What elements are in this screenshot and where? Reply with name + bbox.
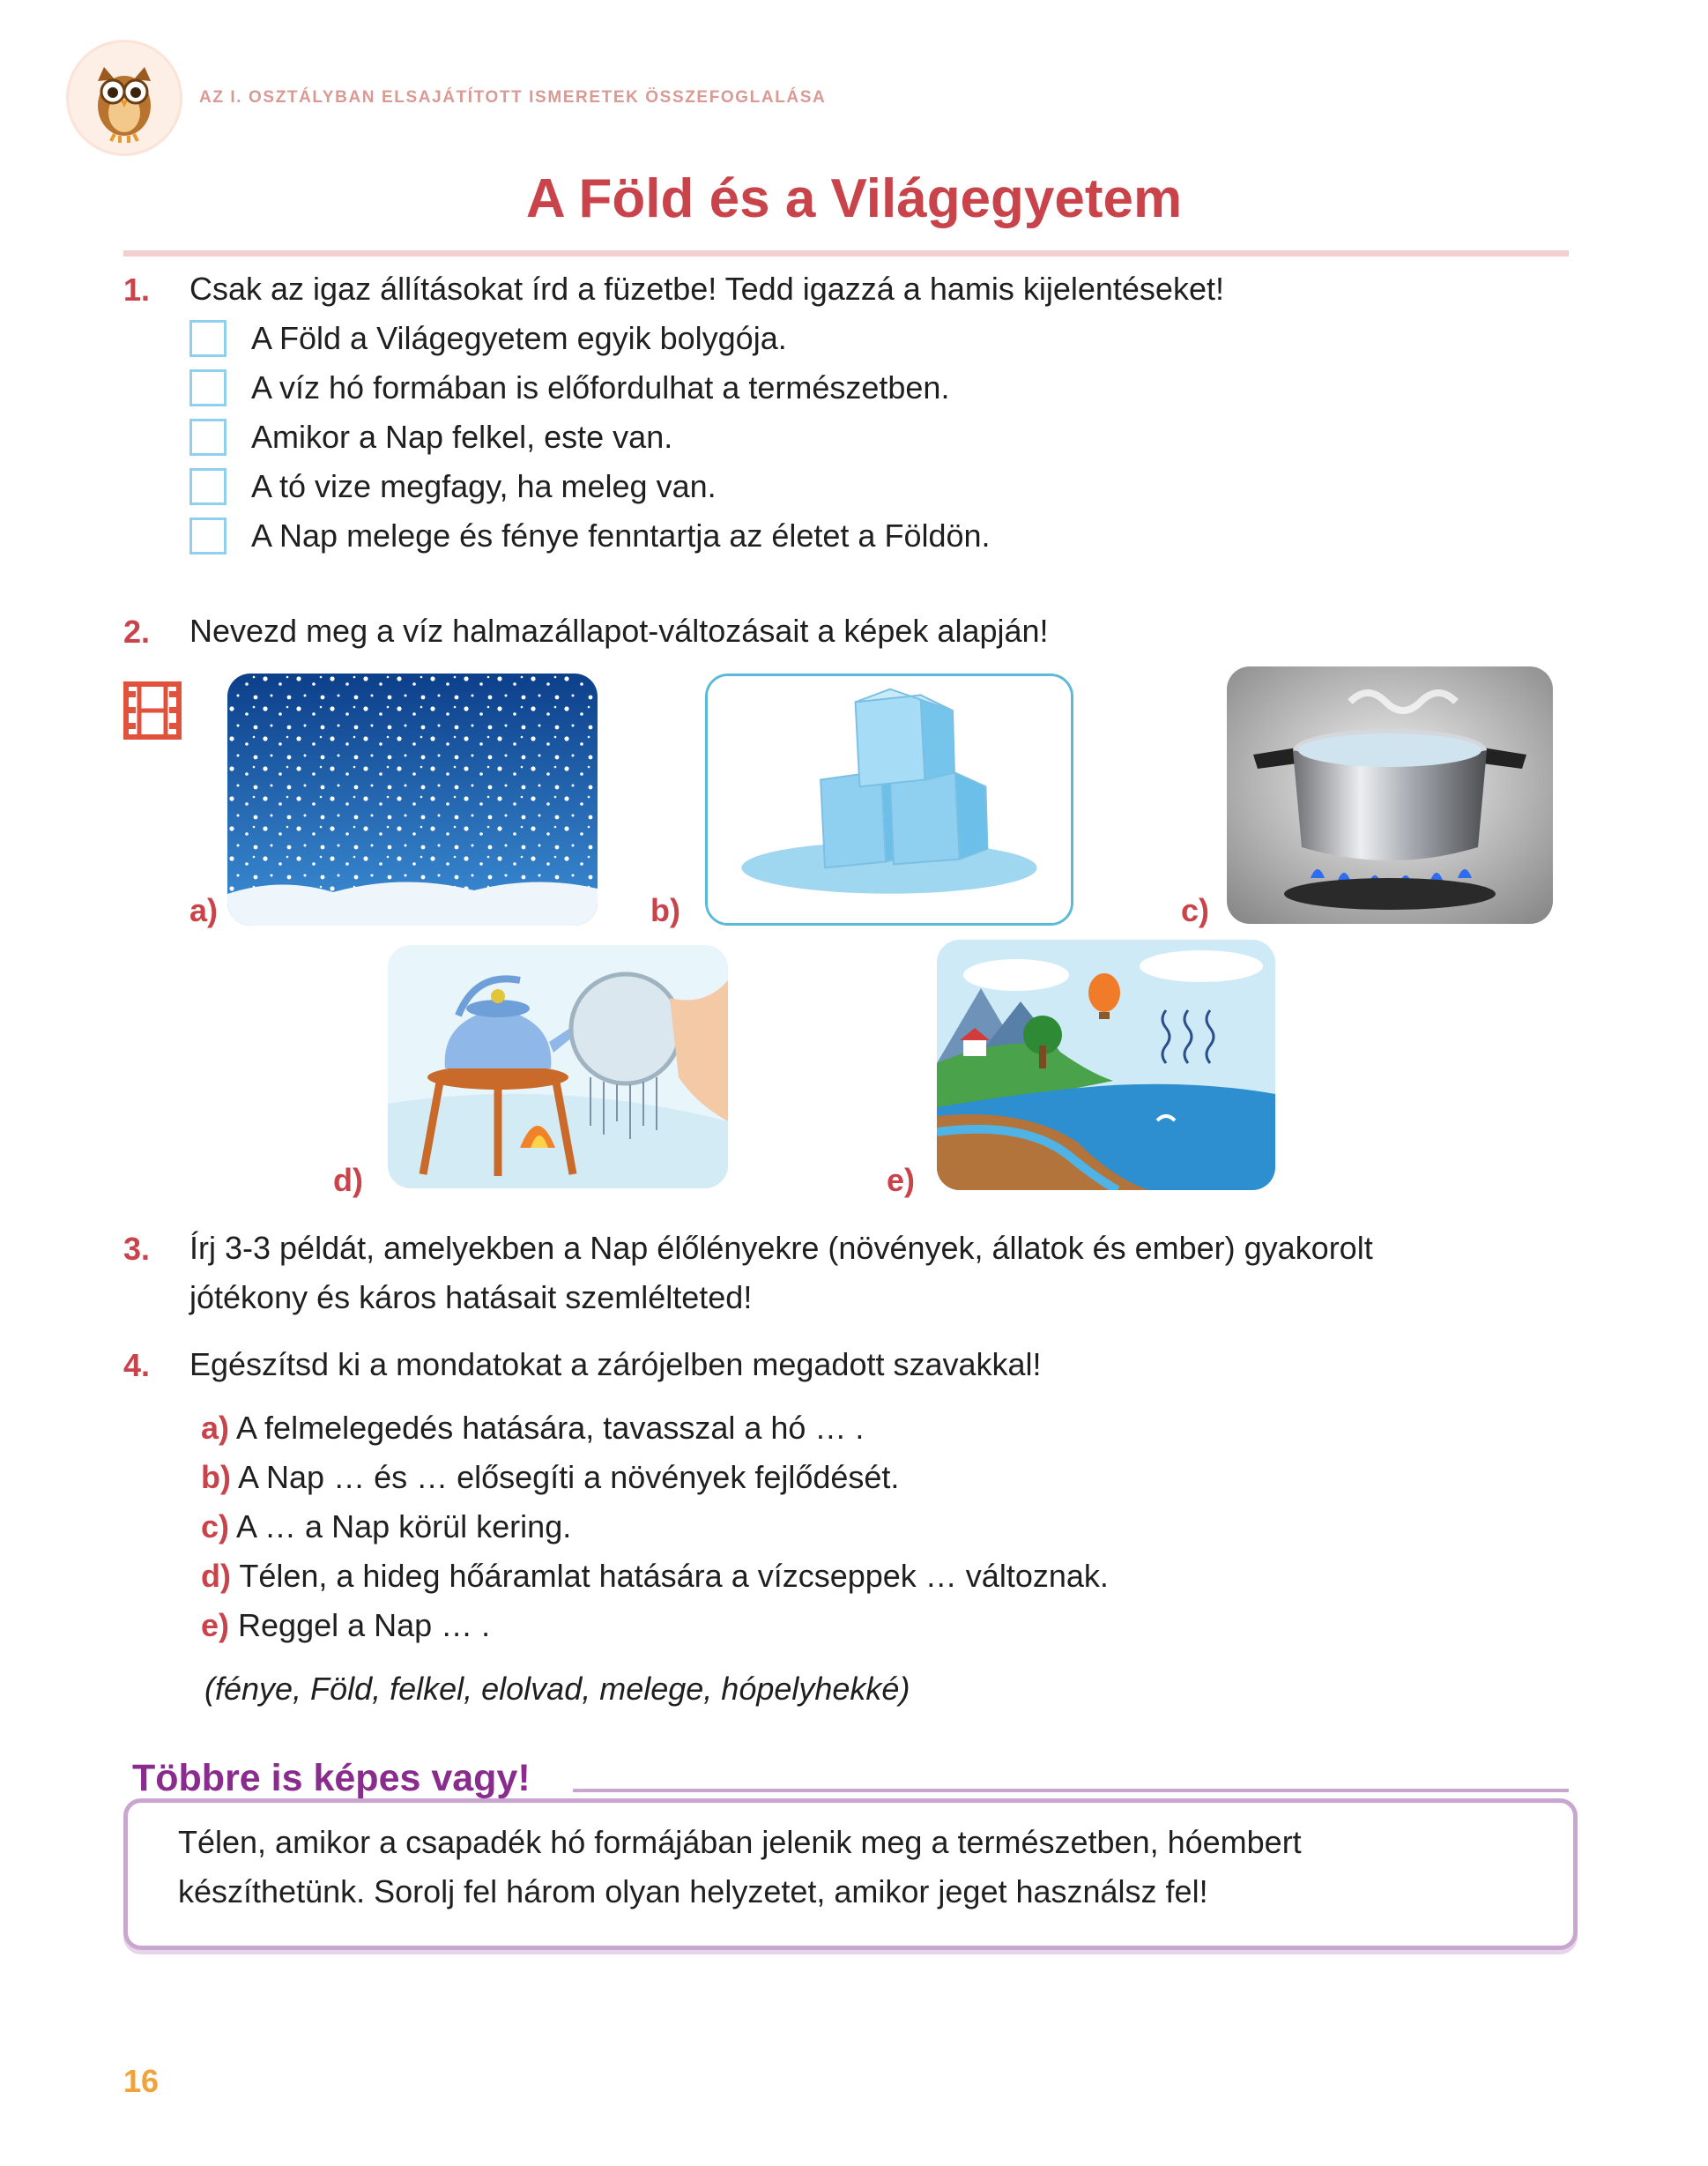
image-label-c: c) (1181, 892, 1210, 928)
sentence-label: a) (201, 1410, 230, 1446)
title-divider (123, 250, 1569, 257)
statement-checkbox[interactable] (189, 517, 226, 555)
image-label-a: a) (189, 892, 219, 928)
statement-row (189, 511, 991, 561)
sentence-label: d) (201, 1558, 231, 1594)
statement-row (189, 314, 787, 363)
sentence-text: Télen, a hideg hőáramlat hatására a vízcseppek … változnak. (239, 1558, 1109, 1594)
bonus-title: Többre is képes vagy! (132, 1757, 531, 1799)
sentence-label: e) (201, 1607, 230, 1643)
image-label-b: b) (650, 892, 680, 928)
task-4-number: 4. (123, 1347, 151, 1383)
statement-checkbox[interactable] (189, 468, 226, 505)
owl-icon (69, 42, 180, 153)
sentence-label: b) (201, 1459, 231, 1495)
task-1-number: 1. (123, 272, 151, 308)
statement-text: A Nap melege és fénye fenntartja az életet a Földön. (251, 517, 991, 554)
statement-checkbox[interactable] (189, 419, 226, 456)
task-4-prompt: Egészítsd ki a mondatokat a zárójelben megadott szavakkal! (189, 1346, 1042, 1382)
statement-text: A víz hó formában is előfordulhat a természetben. (251, 369, 950, 406)
water-cycle-image (937, 940, 1275, 1190)
page-number: 16 (123, 2063, 160, 2099)
bonus-line: készíthetünk. Sorolj fel három olyan helyzetet, amikor jeget használsz fel! (178, 1873, 1208, 1909)
page-title: A Föld és a Világegyetem (525, 168, 1183, 229)
statement-checkbox[interactable] (189, 369, 226, 406)
image-label-d: d) (333, 1162, 363, 1198)
task-3-number: 3. (123, 1231, 151, 1267)
statement-text: Amikor a Nap felkel, este van. (251, 419, 673, 455)
owl-logo (69, 42, 180, 153)
sentence-row (201, 1502, 571, 1552)
task-3-line: Írj 3-3 példát, amelyekben a Nap élőlényekre (növények, állatok és ember) gyakorolt (189, 1230, 1373, 1266)
task-3-line: jótékony és káros hatásait szemlélteted! (189, 1279, 753, 1315)
sentence-text: A felmelegedés hatására, tavasszal a hó … . (236, 1410, 865, 1446)
bonus-title-rule (573, 1789, 1569, 1792)
snowfall-image (227, 674, 598, 926)
statement-text: A Föld a Világegyetem egyik bolygója. (251, 320, 787, 356)
statement-row (189, 413, 672, 462)
statement-row (189, 363, 949, 413)
bonus-line: Télen, amikor a csapadék hó formájában jelenik meg a természetben, hóembert (178, 1824, 1302, 1860)
statement-row (189, 462, 717, 511)
sentence-row (201, 1552, 1109, 1601)
word-bank: (fénye, Föld, felkel, elolvad, melege, hópelyhekké) (204, 1671, 910, 1707)
statement-text: A tó vize megfagy, ha meleg van. (251, 468, 717, 504)
statement-checkbox[interactable] (189, 320, 226, 357)
film-icon[interactable] (123, 681, 182, 740)
sentence-text: A Nap … és … elősegíti a növények fejlődését. (238, 1459, 900, 1495)
ice-cubes-image (705, 674, 1073, 926)
task-1-prompt: Csak az igaz állításokat írd a füzetbe! Tedd igazzá a hamis kijelentéseket! (189, 271, 1224, 307)
sentence-row (201, 1601, 490, 1650)
kettle-condensation-image (388, 945, 728, 1188)
running-head: AZ I. OSZTÁLYBAN ELSAJÁTÍTOTT ISMERETEK ÖSSZEFOGLALÁSA (199, 88, 827, 107)
sentence-text: Reggel a Nap … . (238, 1607, 491, 1643)
sentence-text: A … a Nap körül kering. (236, 1508, 572, 1544)
task-2-prompt: Nevezd meg a víz halmazállapot-változásait a képek alapján! (189, 613, 1049, 649)
sentence-row (201, 1403, 864, 1453)
sentence-row (201, 1453, 899, 1502)
task-2-number: 2. (123, 614, 151, 650)
sentence-label: c) (201, 1508, 230, 1544)
boiling-pot-image (1227, 666, 1553, 924)
image-label-e: e) (887, 1162, 916, 1198)
